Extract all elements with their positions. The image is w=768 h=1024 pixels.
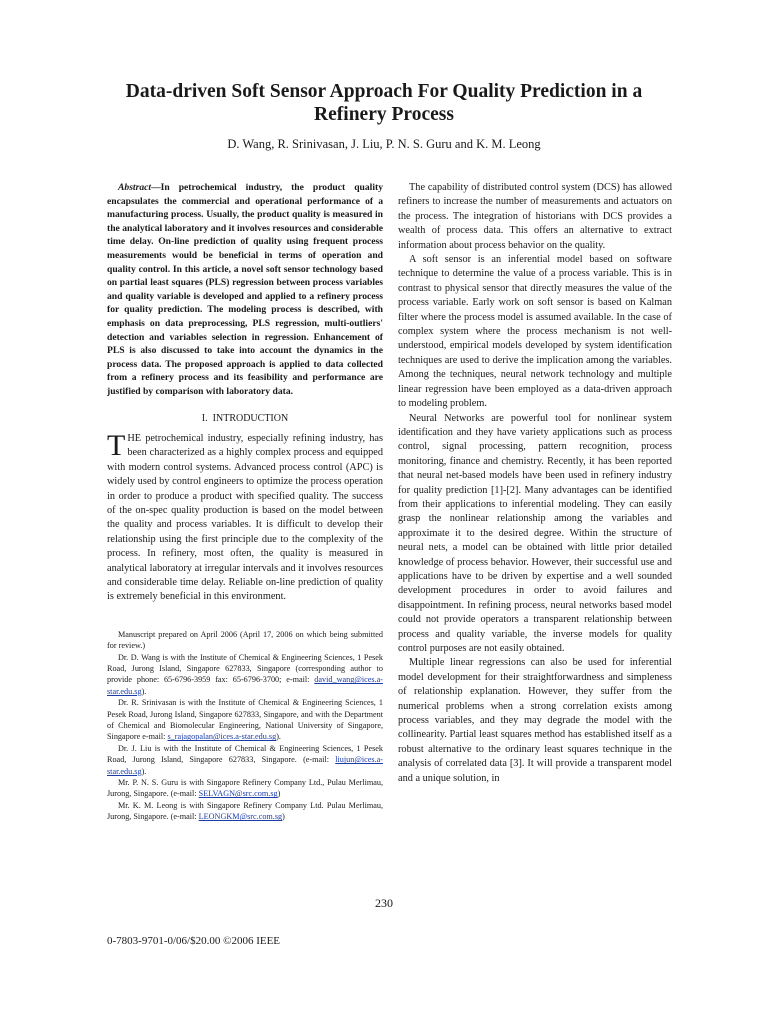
author-list: D. Wang, R. Srinivasan, J. Liu, P. N. S. Guru and K. M. Leong <box>227 137 541 151</box>
left-column <box>107 181 383 823</box>
footnote-liu: Dr. J. Liu is with the Institute of Chemical & Engineering Sciences, 1 Pesek Road, Jurong Island, Singapore 627833, Singapore. (e-mail: liujun@ices.a-star.edu.sg). <box>107 743 384 776</box>
page-number: 230 <box>375 896 393 910</box>
email-link-guru[interactable]: SELVAGN@src.com.sg <box>198 789 278 799</box>
email-link-wang[interactable]: david_wang@ices.a-star.edu.sg <box>107 675 383 696</box>
body-paragraph: A soft sensor is an inferential model based on software technique to determine the value of a process variable. This is in contrast to physical sensor that directly measures the value of the process variable. Early work on soft sensor is based on Kalman filter where the process model is assumed available. In the case of complex system where the process mechanism is not well-understood, empirical models developed by system identification techniques are used to derive the implication among the variables. Among the techniques, neural network technology and multiple linear regression have been employed as a data-driven approach to modeling problem. <box>398 254 672 410</box>
intro-lead: HE <box>127 432 142 444</box>
footnote-leong: Mr. K. M. Leong is with Singapore Refinery Company Ltd. Pulau Merlimau, Jurong, Singapore. (e-mail: LEONGKM@src.com.sg) <box>107 800 383 822</box>
section-title-first: I <box>212 412 216 424</box>
footnote-srinivasan: Dr. R. Srinivasan is with the Institute of Chemical & Engineering Sciences, 1 Pesek Road, Jurong Island, Singapore 627833, Singapore, and with the Department of Chemical and Biomolecular Engineering, National University of Singapore, Singapore e-mail: s_rajagopalan@ices.a-star.edu.sg). <box>107 698 383 742</box>
body-paragraph: Multiple linear regressions can also be used for inferential model development for their straightforwardness and simpleness of relationship explanation. However, they suffer from the numerical problems when a strong correlation exists among process variables, and they may degrade the model with the collinearity. Partial least squares method has established itself as a robust alternative to the ordinary least squares technique in the analysis of correlated data [3]. It will provide a transparent model and a unique solution, in <box>398 657 672 784</box>
footnote-guru: Mr. P. N. S. Guru is with Singapore Refinery Company Ltd., Pulau Merlimau, Jurong, Singapore. (e-mail: SELVAGN@src.com.sg) <box>107 778 383 799</box>
abstract <box>107 181 383 399</box>
drop-cap: T <box>107 428 126 462</box>
paper-title: Data-driven Soft Sensor Approach For Quality Prediction in a Refinery Process <box>125 81 643 125</box>
copyright-line: 0-7803-9701-0/06/$20.00 ©2006 IEEE <box>107 935 281 947</box>
abstract-dash: — <box>151 182 161 193</box>
footnotes <box>107 629 383 823</box>
footnote-srinivasan-text: Dr. R. Srinivasan is with the Institute of Chemical & Engineering Sciences, 1 Pesek Road, Jurong Island, Singapore 627833, Singapore, and with the Department of Chemical and Biomolecular Engineering, National University of Singapore, Singapore e-mail: <box>107 698 383 742</box>
section-title-rest: NTRODUCTION <box>215 412 289 424</box>
email-link-liu[interactable]: liujun@ices.a-star.edu.sg <box>107 755 384 776</box>
footnote-manuscript: Manuscript prepared on April 2006 (April 17, 2006 on which being submitted for review.) <box>107 629 383 651</box>
footnote-wang: Dr. D. Wang is with the Institute of Chemical & Engineering Sciences, 1 Pesek Road, Jurong Island, Singapore 627833, Singapore (corresponding author to provide phone: 65-6796-3959 fax: 65-6796-3700; e-mail: david_wang@ices.a-star.edu.sg). <box>107 652 383 696</box>
intro-text: petrochemical industry, especially refining industry, has been characterized as a highly complex process and equipped with modern control systems. Advanced process control (APC) is widely used by control engineers to optimize the process operation in order to produce a product with specified quality. The success of the on-spec quality production is based on the model between the quality and process variables. It is difficult to develop their relationship using the first principle due to the complexity of the process. In refinery, most often, the quality is measured in analytical laboratory at irregular intervals and it involves resources and considerable time delay. Reliable on-line prediction of quality is extremely beneficial in this environment. <box>107 432 383 603</box>
right-column <box>398 181 672 786</box>
abstract-label: Abstract <box>118 182 152 193</box>
section-heading-introduction <box>107 412 383 426</box>
footnote-liu-text: Dr. J. Liu is with the Institute of Chemical & Engineering Sciences, 1 Pesek Road, Jurong Island, Singapore 627833, Singapore. (e-mail: <box>107 743 383 765</box>
intro-paragraph <box>107 428 383 605</box>
footnote-wang-text: Dr. D. Wang is with the Institute of Chemical & Engineering Sciences, 1 Pesek Road, Jurong Island, Singapore 627833, Singapore (corresponding author to provide phone: 65-6796-3959 fax: 65-6796-3700; e-mail: <box>107 652 383 685</box>
email-link-srinivasan[interactable]: s_rajagopalan@ices.a-star.edu.sg <box>167 732 277 742</box>
email-link-leong[interactable]: LEONGKM@src.com.sg <box>198 812 283 822</box>
footnote-guru-text: Mr. P. N. S. Guru is with Singapore Refinery Company Ltd., Pulau Merlimau, Jurong, Singapore. (e-mail: <box>107 778 383 799</box>
body-paragraph: Neural Networks are powerful tool for nonlinear system identification and they have variety applications such as process control, signal processing, pattern recognition, process monitoring, finance and chemistry. Recently, it has been reported that neural net-based models have been used in refinery industry for quality prediction [1]-[2]. Many advantages can be identified from their applications to inferential modeling. They can easily grasp the nonlinear relationship among the variables and approximate it to the desired degree. Within the structure of neural nets, a model can be obtained with little prior detailed knowledge of process behavior. However, their successful use and applications have to be driven by expertise and a well sounded development procedures in order to avoid failures and disappointment. In refining process, neural networks based model could not provide operators a transparent relationship between process and quality variable, the inverse models for quality control purposes are not easily obtained. <box>398 412 672 654</box>
footnote-leong-text: Mr. K. M. Leong is with Singapore Refinery Company Ltd. Pulau Merlimau, Jurong, Singapore. (e-mail: <box>107 800 383 822</box>
body-paragraph: The capability of distributed control system (DCS) has allowed refiners to increase the number of measurements and actuators on the process. The integration of historians with DCS provides a wealth of process data. This offers an alternative to extract information about process behavior on the quality. <box>398 182 672 251</box>
section-number: I. <box>201 412 208 424</box>
abstract-text: In petrochemical industry, the product quality encapsulates the commercial and operational performance of a manufacturing process. Usually, the product quality is measured in the analytical laboratory and it involves resources and considerable time delay. On-line prediction of quality using frequent process measurements would be beneficial in terms of operation and quality control. In this article, a novel soft sensor technology based on partial least squares (PLS) regression between process variables and quality variable is developed and applied to a refinery process for quality prediction. The modeling process is described, with emphasis on data preprocessing, PLS regression, multi-outliers' detection and variables selection in regression. Enhancement of PLS is also discussed to take into account the dynamics in the process data. The proposed approach is applied to data collected from a refinery process and its feasibility and performance are justified by comparison with laboratory data. <box>107 182 383 397</box>
